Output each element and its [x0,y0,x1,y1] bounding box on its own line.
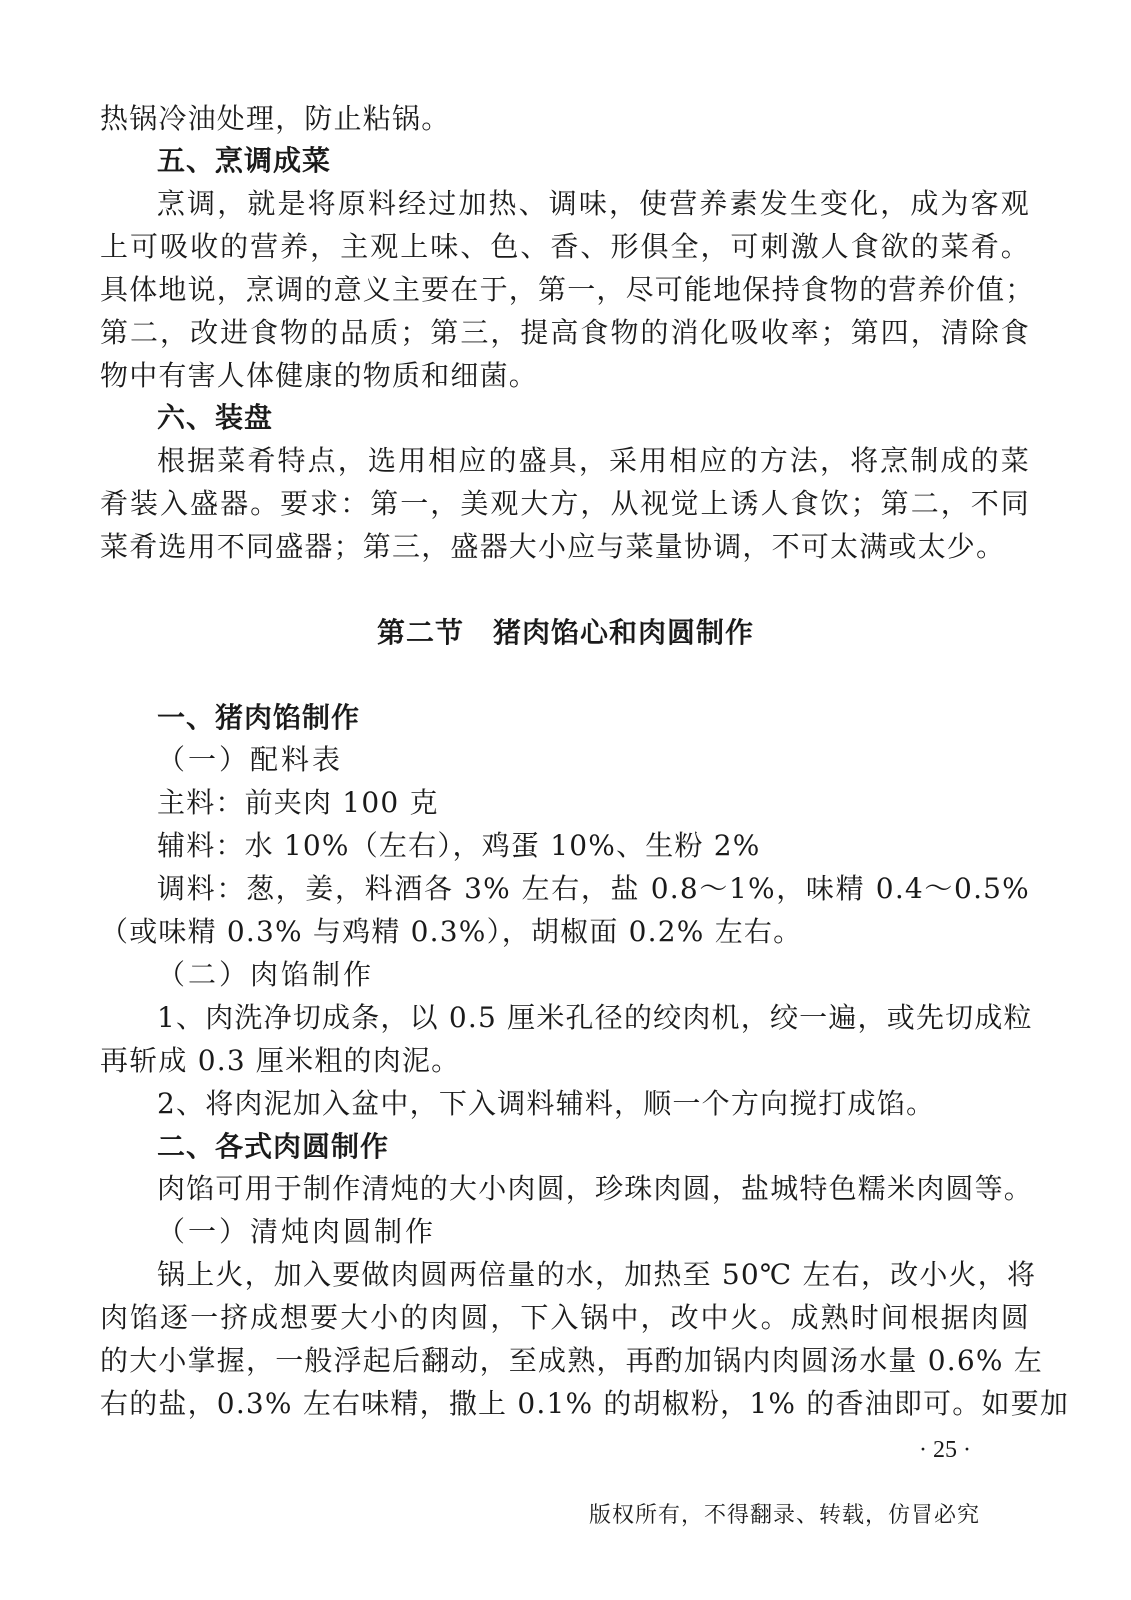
body-text-line: 右的盐，0.3% 左右味精，撒上 0.1% 的胡椒粉，1% 的香油即可。如要加 [100,1387,1070,1420]
sub-heading: （二）肉馅制作 [157,958,375,991]
subsection-heading: 一、猪肉馅制作 [157,701,361,734]
body-text-line: 肴装入盛器。要求：第一，美观大方，从视觉上诱人食饮；第二，不同 [100,487,1030,520]
section-title: 第二节 猪肉馅心和肉圆制作 [376,616,754,649]
copyright-notice: 版权所有，不得翻录、转载，仿冒必究 [588,1503,980,1528]
body-text-line: （或味精 0.3% 与鸡精 0.3%），胡椒面 0.2% 左右。 [100,915,803,948]
body-text-line: 肉馅逐一挤成想要大小的肉圆，下入锅中，改中火。成熟时间根据肉圆 [100,1301,1030,1334]
body-text-line: 物中有害人体健康的物质和细菌。 [100,359,539,392]
page-number: · 25 · [919,1437,971,1463]
body-text-line: 调料：葱，姜，料酒各 3% 左右，盐 0.8～1%，味精 0.4～0.5% [157,872,1030,905]
body-text-line: 的大小掌握，一般浮起后翻动，至成熟，再酌加锅内肉圆汤水量 0.6% 左 [100,1344,1043,1377]
body-text-line: 具体地说，烹调的意义主要在于，第一，尽可能地保持食物的营养价值； [100,273,1035,306]
body-text-line: 再斩成 0.3 厘米粗的肉泥。 [100,1044,461,1077]
subsection-heading: 二、各式肉圆制作 [157,1130,390,1163]
subsection-heading: 五、烹调成菜 [157,144,332,177]
body-text-line: 上可吸收的营养，主观上味、色、香、形俱全，可刺激人食欲的菜肴。 [100,230,1030,263]
sub-heading: （一）清炖肉圆制作 [157,1215,437,1248]
body-text-line: 根据菜肴特点，选用相应的盛具，采用相应的方法，将烹制成的菜 [157,444,1030,477]
body-text-line: 菜肴选用不同盛器；第三，盛器大小应与菜量协调，不可太满或太少。 [100,530,1006,563]
body-text-line: 1、肉洗净切成条，以 0.5 厘米孔径的绞肉机，绞一遍，或先切成粒 [157,1001,1033,1034]
body-text-line: 锅上火，加入要做肉圆两倍量的水，加热至 50℃ 左右，改小火，将 [157,1258,1037,1291]
body-text-line: 主料：前夹肉 100 克 [157,786,439,819]
body-text-line: 2、将肉泥加入盆中，下入调料辅料，顺一个方向搅打成馅。 [157,1087,936,1120]
sub-heading: （一）配料表 [157,743,344,776]
body-text-line: 第二，改进食物的品质；第三，提高食物的消化吸收率；第四，清除食 [100,316,1030,349]
body-text-line: 热锅冷油处理，防止粘锅。 [100,102,451,135]
body-text-line: 肉馅可用于制作清炖的大小肉圆，珍珠肉圆，盐城特色糯米肉圆等。 [157,1172,1034,1205]
subsection-heading: 六、装盘 [157,401,274,434]
body-text-line: 烹调，就是将原料经过加热、调味，使营养素发生变化，成为客观 [157,187,1030,220]
body-text-line: 辅料：水 10%（左右），鸡蛋 10%、生粉 2% [157,829,761,862]
